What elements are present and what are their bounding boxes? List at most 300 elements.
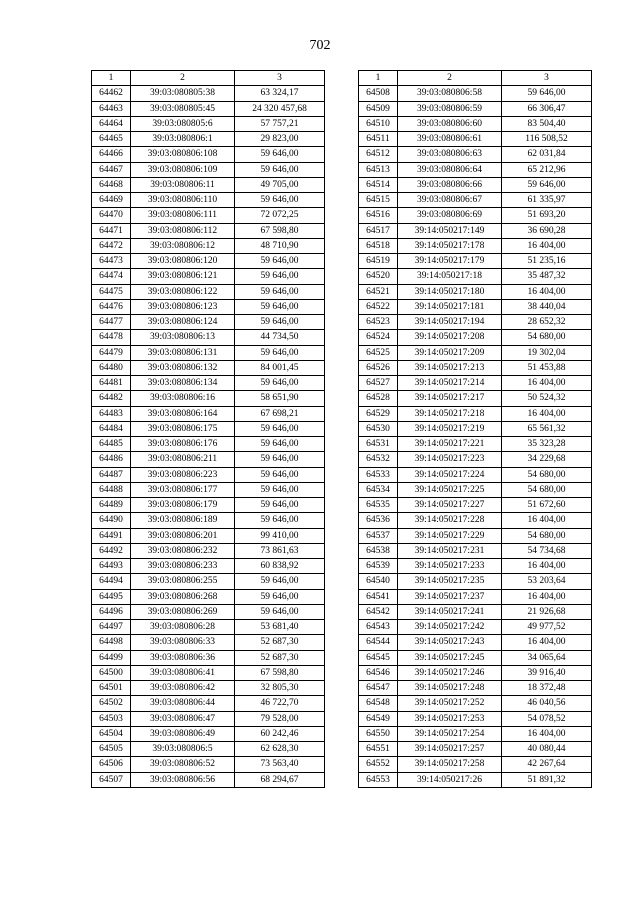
- row-index: 64532: [359, 452, 398, 467]
- cadastral-value: 54 734,68: [502, 543, 592, 558]
- table-row: [92, 360, 325, 375]
- table-row: [359, 86, 592, 101]
- table-row: [92, 559, 325, 574]
- row-index: 64482: [92, 391, 131, 406]
- cadastral-number: 39:03:080806:36: [131, 650, 235, 665]
- cadastral-value: 73 563,40: [235, 757, 325, 772]
- cadastral-number: 39:03:080806:52: [131, 757, 235, 772]
- row-index: 64464: [92, 116, 131, 131]
- row-index: 64546: [359, 665, 398, 680]
- table-row: [359, 559, 592, 574]
- cadastral-number: 39:03:080806:108: [131, 147, 235, 162]
- cadastral-value: 59 646,00: [235, 498, 325, 513]
- cadastral-number: 39:14:050217:257: [398, 742, 502, 757]
- table-row: [92, 391, 325, 406]
- row-index: 64506: [92, 757, 131, 772]
- row-index: 64478: [92, 330, 131, 345]
- table-row: [359, 574, 592, 589]
- row-index: 64553: [359, 772, 398, 787]
- cadastral-number: 39:14:050217:237: [398, 589, 502, 604]
- row-index: 64496: [92, 604, 131, 619]
- cadastral-value: 59 646,00: [235, 574, 325, 589]
- row-index: 64525: [359, 345, 398, 360]
- table-row: [359, 116, 592, 131]
- cadastral-value: 65 212,96: [502, 162, 592, 177]
- cadastral-value: 50 524,32: [502, 391, 592, 406]
- cadastral-value: 54 680,00: [502, 528, 592, 543]
- row-index: 64497: [92, 620, 131, 635]
- cadastral-number: 39:03:080806:177: [131, 482, 235, 497]
- table-row: [92, 162, 325, 177]
- cadastral-number: 39:03:080806:109: [131, 162, 235, 177]
- table-row: [92, 498, 325, 513]
- cadastral-number: 39:03:080806:58: [398, 86, 502, 101]
- cadastral-number: 39:03:080806:123: [131, 299, 235, 314]
- cadastral-value: 59 646,00: [235, 269, 325, 284]
- table-row: [92, 330, 325, 345]
- cadastral-value: 59 646,00: [235, 589, 325, 604]
- cadastral-value: 61 335,97: [502, 193, 592, 208]
- cadastral-value: 44 734,50: [235, 330, 325, 345]
- cadastral-number: 39:14:050217:233: [398, 559, 502, 574]
- cadastral-value: 36 690,28: [502, 223, 592, 238]
- cadastral-value: 51 891,32: [502, 772, 592, 787]
- cadastral-number: 39:03:080806:64: [398, 162, 502, 177]
- row-index: 64498: [92, 635, 131, 650]
- table-row: [359, 635, 592, 650]
- row-index: 64476: [92, 299, 131, 314]
- cadastral-value: 83 504,40: [502, 116, 592, 131]
- cadastral-number: 39:14:050217:224: [398, 467, 502, 482]
- cadastral-number: 39:14:050217:218: [398, 406, 502, 421]
- cadastral-number: 39:03:080806:268: [131, 589, 235, 604]
- cadastral-number: 39:03:080806:63: [398, 147, 502, 162]
- table-row: [359, 223, 592, 238]
- cadastral-number: 39:03:080806:124: [131, 315, 235, 330]
- cadastral-number: 39:03:080806:120: [131, 254, 235, 269]
- row-index: 64483: [92, 406, 131, 421]
- table-row: [92, 452, 325, 467]
- cadastral-number: 39:14:050217:179: [398, 254, 502, 269]
- cadastral-value: 59 646,00: [235, 513, 325, 528]
- cadastral-value: 63 324,17: [235, 86, 325, 101]
- cadastral-value: 59 646,00: [235, 482, 325, 497]
- cadastral-number: 39:03:080806:223: [131, 467, 235, 482]
- row-index: 64489: [92, 498, 131, 513]
- cadastral-number: 39:03:080806:111: [131, 208, 235, 223]
- cadastral-number: 39:03:080805:38: [131, 86, 235, 101]
- cadastral-value: 59 646,00: [235, 421, 325, 436]
- table-row: [92, 711, 325, 726]
- cadastral-number: 39:03:080806:134: [131, 376, 235, 391]
- row-index: 64479: [92, 345, 131, 360]
- cadastral-value: 72 072,25: [235, 208, 325, 223]
- row-index: 64517: [359, 223, 398, 238]
- row-index: 64486: [92, 452, 131, 467]
- row-index: 64527: [359, 376, 398, 391]
- table-row: [359, 589, 592, 604]
- table-row: [359, 284, 592, 299]
- row-index: 64469: [92, 193, 131, 208]
- table-row: [92, 299, 325, 314]
- cadastral-value: 79 528,00: [235, 711, 325, 726]
- table-row: [359, 315, 592, 330]
- cadastral-value: 73 861,63: [235, 543, 325, 558]
- table-row: [359, 604, 592, 619]
- column-header-index: 1: [92, 71, 131, 86]
- cadastral-number: 39:03:080806:232: [131, 543, 235, 558]
- cadastral-value: 51 453,88: [502, 360, 592, 375]
- cadastral-number: 39:03:080806:13: [131, 330, 235, 345]
- row-index: 64508: [359, 86, 398, 101]
- cadastral-number: 39:14:050217:26: [398, 772, 502, 787]
- cadastral-number: 39:03:080806:41: [131, 665, 235, 680]
- table-row: [92, 635, 325, 650]
- cadastral-value: 19 302,04: [502, 345, 592, 360]
- table-row: [359, 437, 592, 452]
- cadastral-value: 59 646,00: [235, 467, 325, 482]
- cadastral-value: 53 203,64: [502, 574, 592, 589]
- row-index: 64472: [92, 238, 131, 253]
- cadastral-number: 39:03:080806:121: [131, 269, 235, 284]
- cadastral-value: 24 320 457,68: [235, 101, 325, 116]
- table-row: [359, 177, 592, 192]
- cadastral-number: 39:03:080805:45: [131, 101, 235, 116]
- cadastral-value: 16 404,00: [502, 635, 592, 650]
- row-index: 64533: [359, 467, 398, 482]
- cadastral-number: 39:03:080806:176: [131, 437, 235, 452]
- table-row: [92, 208, 325, 223]
- cadastral-value: 16 404,00: [502, 559, 592, 574]
- row-index: 64513: [359, 162, 398, 177]
- row-index: 64481: [92, 376, 131, 391]
- cadastral-value: 16 404,00: [502, 284, 592, 299]
- column-header-cadastral-number: 2: [131, 71, 235, 86]
- cadastral-value: 46 040,56: [502, 696, 592, 711]
- cadastral-value: 39 916,40: [502, 665, 592, 680]
- table-row: [92, 482, 325, 497]
- table-row: [92, 254, 325, 269]
- cadastral-number: 39:03:080806:66: [398, 177, 502, 192]
- row-index: 64505: [92, 742, 131, 757]
- cadastral-number: 39:03:080806:44: [131, 696, 235, 711]
- cadastral-number: 39:03:080806:164: [131, 406, 235, 421]
- cadastral-number: 39:14:050217:194: [398, 315, 502, 330]
- table-row: [92, 772, 325, 787]
- cadastral-number: 39:14:050217:18: [398, 269, 502, 284]
- cadastral-value: 54 680,00: [502, 330, 592, 345]
- cadastral-value: 29 823,00: [235, 132, 325, 147]
- column-header-index: 1: [359, 71, 398, 86]
- table-row: [92, 238, 325, 253]
- cadastral-value: 59 646,00: [235, 147, 325, 162]
- cadastral-number: 39:14:050217:213: [398, 360, 502, 375]
- cadastral-number: 39:03:080806:56: [131, 772, 235, 787]
- cadastral-number: 39:14:050217:229: [398, 528, 502, 543]
- table-row: [92, 116, 325, 131]
- table-row: [359, 330, 592, 345]
- cadastral-value: 34 065,64: [502, 650, 592, 665]
- cadastral-number: 39:03:080806:131: [131, 345, 235, 360]
- cadastral-number: 39:03:080806:67: [398, 193, 502, 208]
- row-index: 64512: [359, 147, 398, 162]
- row-index: 64480: [92, 360, 131, 375]
- cadastral-value: 52 687,30: [235, 650, 325, 665]
- cadastral-number: 39:03:080806:60: [398, 116, 502, 131]
- table-row: [92, 223, 325, 238]
- row-index: 64521: [359, 284, 398, 299]
- table-row: [359, 665, 592, 680]
- row-index: 64524: [359, 330, 398, 345]
- cadastral-value: 51 693,20: [502, 208, 592, 223]
- cadastral-number: 39:14:050217:209: [398, 345, 502, 360]
- cadastral-number: 39:03:080806:233: [131, 559, 235, 574]
- table-row: [359, 650, 592, 665]
- table-row: [92, 650, 325, 665]
- cadastral-number: 39:03:080806:69: [398, 208, 502, 223]
- cadastral-number: 39:14:050217:254: [398, 726, 502, 741]
- row-index: 64544: [359, 635, 398, 650]
- cadastral-number: 39:03:080806:189: [131, 513, 235, 528]
- cadastral-number: 39:03:080806:132: [131, 360, 235, 375]
- cadastral-value: 35 323,28: [502, 437, 592, 452]
- table-row: [359, 543, 592, 558]
- table-row: [359, 101, 592, 116]
- cadastral-value: 62 031,84: [502, 147, 592, 162]
- cadastral-value: 54 078,52: [502, 711, 592, 726]
- data-table-right: [358, 70, 592, 788]
- cadastral-number: 39:03:080806:255: [131, 574, 235, 589]
- table-row: [92, 604, 325, 619]
- row-index: 64493: [92, 559, 131, 574]
- cadastral-value: 65 561,32: [502, 421, 592, 436]
- row-index: 64530: [359, 421, 398, 436]
- cadastral-value: 59 646,00: [235, 162, 325, 177]
- row-index: 64551: [359, 742, 398, 757]
- row-index: 64550: [359, 726, 398, 741]
- cadastral-value: 60 242,46: [235, 726, 325, 741]
- cadastral-number: 39:14:050217:231: [398, 543, 502, 558]
- table-row: [359, 147, 592, 162]
- cadastral-number: 39:03:080805:6: [131, 116, 235, 131]
- cadastral-number: 39:14:050217:246: [398, 665, 502, 680]
- row-index: 64501: [92, 681, 131, 696]
- row-index: 64504: [92, 726, 131, 741]
- row-index: 64545: [359, 650, 398, 665]
- cadastral-number: 39:14:050217:252: [398, 696, 502, 711]
- row-index: 64515: [359, 193, 398, 208]
- row-index: 64540: [359, 574, 398, 589]
- row-index: 64523: [359, 315, 398, 330]
- table-row: [92, 193, 325, 208]
- cadastral-value: 58 651,90: [235, 391, 325, 406]
- cadastral-number: 39:03:080806:110: [131, 193, 235, 208]
- cadastral-value: 99 410,00: [235, 528, 325, 543]
- cadastral-number: 39:14:050217:228: [398, 513, 502, 528]
- cadastral-value: 116 508,52: [502, 132, 592, 147]
- cadastral-number: 39:03:080806:201: [131, 528, 235, 543]
- cadastral-number: 39:03:080806:28: [131, 620, 235, 635]
- table-row: [92, 376, 325, 391]
- row-index: 64537: [359, 528, 398, 543]
- row-index: 64534: [359, 482, 398, 497]
- table-row: [92, 406, 325, 421]
- row-index: 64490: [92, 513, 131, 528]
- cadastral-number: 39:14:050217:227: [398, 498, 502, 513]
- cadastral-value: 59 646,00: [235, 604, 325, 619]
- cadastral-number: 39:03:080806:12: [131, 238, 235, 253]
- cadastral-number: 39:03:080806:47: [131, 711, 235, 726]
- row-index: 64531: [359, 437, 398, 452]
- cadastral-value: 59 646,00: [235, 299, 325, 314]
- cadastral-value: 21 926,68: [502, 604, 592, 619]
- row-index: 64487: [92, 467, 131, 482]
- row-index: 64492: [92, 543, 131, 558]
- row-index: 64470: [92, 208, 131, 223]
- cadastral-value: 52 687,30: [235, 635, 325, 650]
- row-index: 64503: [92, 711, 131, 726]
- cadastral-number: 39:03:080806:49: [131, 726, 235, 741]
- table-row: [92, 665, 325, 680]
- table-row: [92, 620, 325, 635]
- row-index: 64535: [359, 498, 398, 513]
- table-row: [359, 742, 592, 757]
- row-index: 64485: [92, 437, 131, 452]
- cadastral-number: 39:14:050217:178: [398, 238, 502, 253]
- row-index: 64547: [359, 681, 398, 696]
- cadastral-value: 38 440,04: [502, 299, 592, 314]
- cadastral-value: 54 680,00: [502, 467, 592, 482]
- row-index: 64491: [92, 528, 131, 543]
- table-row: [359, 299, 592, 314]
- row-index: 64520: [359, 269, 398, 284]
- table-row: [359, 528, 592, 543]
- cadastral-number: 39:14:050217:180: [398, 284, 502, 299]
- cadastral-value: 59 646,00: [502, 177, 592, 192]
- table-row: [359, 254, 592, 269]
- cadastral-number: 39:14:050217:223: [398, 452, 502, 467]
- page-number: 702: [309, 38, 331, 53]
- cadastral-value: 67 598,80: [235, 665, 325, 680]
- table-row: [359, 757, 592, 772]
- table-row: [359, 620, 592, 635]
- data-table-left: [91, 70, 325, 788]
- cadastral-value: 49 705,00: [235, 177, 325, 192]
- table-row: [359, 360, 592, 375]
- table-row: [359, 696, 592, 711]
- cadastral-value: 59 646,00: [235, 284, 325, 299]
- cadastral-value: 51 672,60: [502, 498, 592, 513]
- cadastral-value: 66 306,47: [502, 101, 592, 116]
- cadastral-value: 59 646,00: [235, 376, 325, 391]
- table-header-row: [92, 71, 325, 86]
- table-row: [92, 132, 325, 147]
- cadastral-value: 59 646,00: [235, 254, 325, 269]
- cadastral-number: 39:03:080806:175: [131, 421, 235, 436]
- row-index: 64471: [92, 223, 131, 238]
- cadastral-number: 39:14:050217:181: [398, 299, 502, 314]
- cadastral-value: 59 646,00: [235, 345, 325, 360]
- table-row: [92, 726, 325, 741]
- table-row: [359, 269, 592, 284]
- row-index: 64475: [92, 284, 131, 299]
- table-row: [92, 315, 325, 330]
- table-row: [92, 742, 325, 757]
- table-row: [359, 726, 592, 741]
- column-header-value: 3: [235, 71, 325, 86]
- table-row: [359, 498, 592, 513]
- table-row: [359, 467, 592, 482]
- table-row: [359, 681, 592, 696]
- cadastral-number: 39:14:050217:219: [398, 421, 502, 436]
- cadastral-value: 67 598,80: [235, 223, 325, 238]
- table-row: [359, 132, 592, 147]
- row-index: 64468: [92, 177, 131, 192]
- cadastral-number: 39:14:050217:241: [398, 604, 502, 619]
- row-index: 64499: [92, 650, 131, 665]
- row-index: 64509: [359, 101, 398, 116]
- cadastral-number: 39:03:080806:33: [131, 635, 235, 650]
- row-index: 64462: [92, 86, 131, 101]
- table-row: [92, 147, 325, 162]
- row-index: 64518: [359, 238, 398, 253]
- table-row: [359, 193, 592, 208]
- table-row: [92, 345, 325, 360]
- row-index: 64463: [92, 101, 131, 116]
- cadastral-value: 16 404,00: [502, 376, 592, 391]
- row-index: 64466: [92, 147, 131, 162]
- table-row: [359, 345, 592, 360]
- table-row: [92, 101, 325, 116]
- table-header-row: [359, 71, 592, 86]
- row-index: 64465: [92, 132, 131, 147]
- row-index: 64484: [92, 421, 131, 436]
- row-index: 64526: [359, 360, 398, 375]
- cadastral-number: 39:14:050217:149: [398, 223, 502, 238]
- row-index: 64543: [359, 620, 398, 635]
- cadastral-value: 59 646,00: [235, 315, 325, 330]
- table-row: [92, 284, 325, 299]
- cadastral-number: 39:14:050217:217: [398, 391, 502, 406]
- cadastral-number: 39:03:080806:59: [398, 101, 502, 116]
- table-row: [92, 467, 325, 482]
- row-index: 64495: [92, 589, 131, 604]
- cadastral-value: 34 229,68: [502, 452, 592, 467]
- cadastral-value: 54 680,00: [502, 482, 592, 497]
- cadastral-value: 57 757,21: [235, 116, 325, 131]
- table-row: [92, 589, 325, 604]
- row-index: 64500: [92, 665, 131, 680]
- table-row: [92, 757, 325, 772]
- table-row: [92, 574, 325, 589]
- cadastral-number: 39:03:080806:112: [131, 223, 235, 238]
- cadastral-value: 18 372,48: [502, 681, 592, 696]
- cadastral-value: 32 805,30: [235, 681, 325, 696]
- cadastral-value: 16 404,00: [502, 406, 592, 421]
- cadastral-value: 16 404,00: [502, 513, 592, 528]
- row-index: 64507: [92, 772, 131, 787]
- row-index: 64474: [92, 269, 131, 284]
- cadastral-value: 59 646,00: [502, 86, 592, 101]
- cadastral-value: 40 080,44: [502, 742, 592, 757]
- cadastral-value: 68 294,67: [235, 772, 325, 787]
- row-index: 64528: [359, 391, 398, 406]
- cadastral-number: 39:14:050217:258: [398, 757, 502, 772]
- table-row: [359, 391, 592, 406]
- cadastral-number: 39:03:080806:1: [131, 132, 235, 147]
- table-row: [92, 86, 325, 101]
- table-row: [92, 681, 325, 696]
